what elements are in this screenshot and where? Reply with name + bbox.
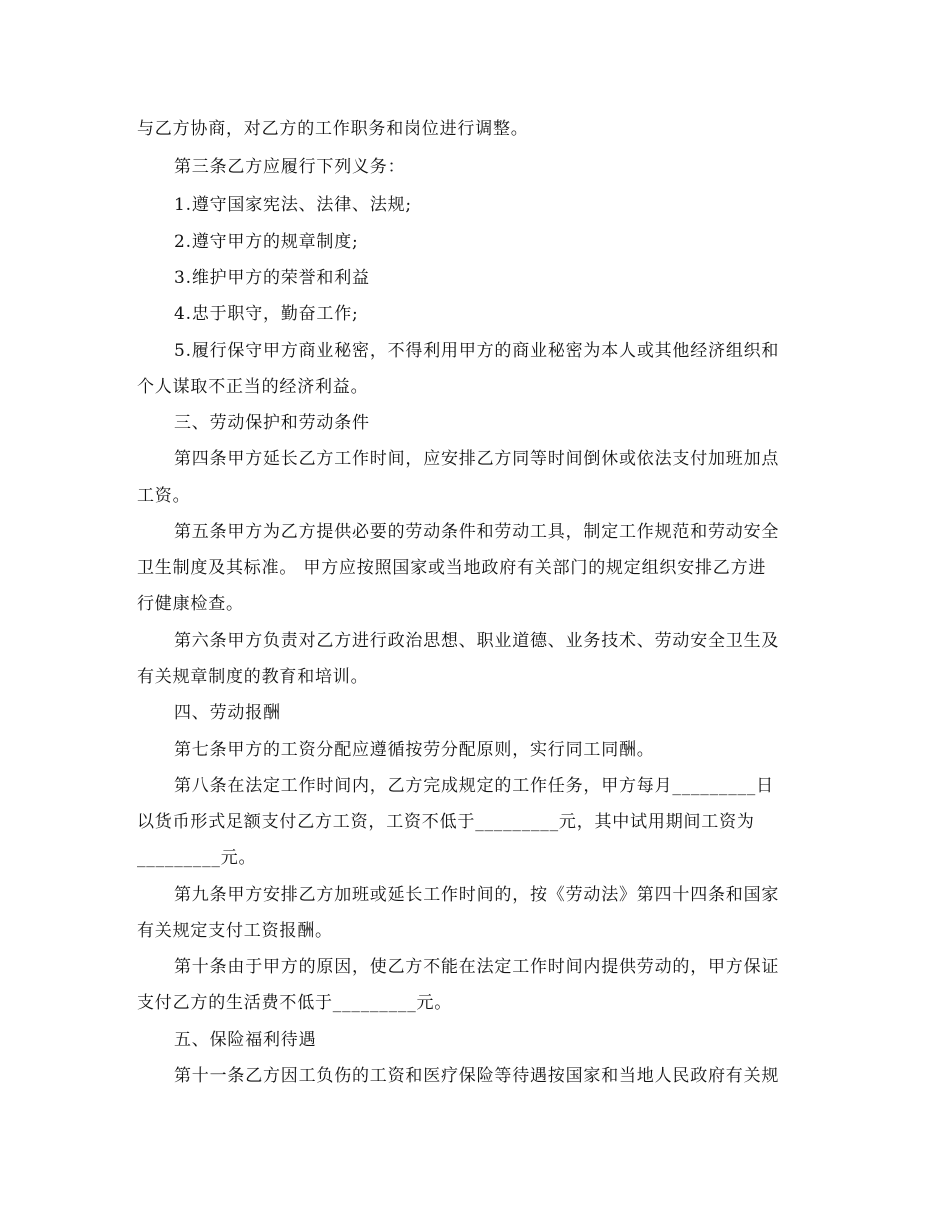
text-line: 工资。 <box>137 486 191 506</box>
section-heading: 四、劳动报酬 <box>174 703 281 723</box>
article-heading: 第三条乙方应履行下列义务： <box>174 157 406 177</box>
text-line: 个人谋取不正当的经济利益。 <box>137 377 369 397</box>
text-line: 第八条在法定工作时间内，乙方完成规定的工作任务，甲方每月_________日 <box>174 776 774 796</box>
section-heading: 三、劳动保护和劳动条件 <box>174 413 370 433</box>
section-heading: 五、保险福利待遇 <box>174 1030 317 1050</box>
text-line: 支付乙方的生活费不低于_________元。 <box>137 993 453 1013</box>
text-line: 第九条甲方安排乙方加班或延长工作时间的，按《劳动法》第四十四条和国家 <box>174 885 780 905</box>
text-line: 与乙方协商，对乙方的工作职务和岗位进行调整。 <box>137 119 529 139</box>
text-line: 第四条甲方延长乙方工作时间，应安排乙方同等时间倒休或依法支付加班加点 <box>174 449 780 469</box>
text-line: 第五条甲方为乙方提供必要的劳动条件和劳动工具，制定工作规范和劳动安全 <box>174 522 780 542</box>
list-item: 4.忠于职守，勤奋工作; <box>174 304 359 324</box>
text-line: 行健康检查。 <box>137 594 244 614</box>
text-line: 第六条甲方负责对乙方进行政治思想、职业道德、业务技术、劳动安全卫生及 <box>174 631 780 651</box>
list-item: 5.履行保守甲方商业秘密，不得利用甲方的商业秘密为本人或其他经济组织和 <box>174 341 780 361</box>
list-item: 2.遵守甲方的规章制度; <box>174 232 359 252</box>
text-line: 第七条甲方的工资分配应遵循按劳分配原则，实行同工同酬。 <box>174 740 655 760</box>
text-line: 第十条由于甲方的原因，使乙方不能在法定工作时间内提供劳动的，甲方保证 <box>174 957 780 977</box>
text-line: 第十一条乙方因工负伤的工资和医疗保险等待遇按国家和当地人民政府有关规 <box>174 1066 780 1086</box>
text-line: 以货币形式足额支付乙方工资，工资不低于_________元，其中试用期间工资为 <box>137 812 755 832</box>
list-item: 3.维护甲方的荣誉和利益 <box>174 268 370 288</box>
text-line: 有关规定支付工资报酬。 <box>137 921 333 941</box>
text-line: _________元。 <box>137 848 257 868</box>
list-item: 1.遵守国家宪法、法律、法规; <box>174 195 412 215</box>
text-line: 有关规章制度的教育和培训。 <box>137 667 369 687</box>
text-line: 卫生制度及其标准。 甲方应按照国家或当地政府有关部门的规定组织安排乙方进 <box>137 558 767 578</box>
